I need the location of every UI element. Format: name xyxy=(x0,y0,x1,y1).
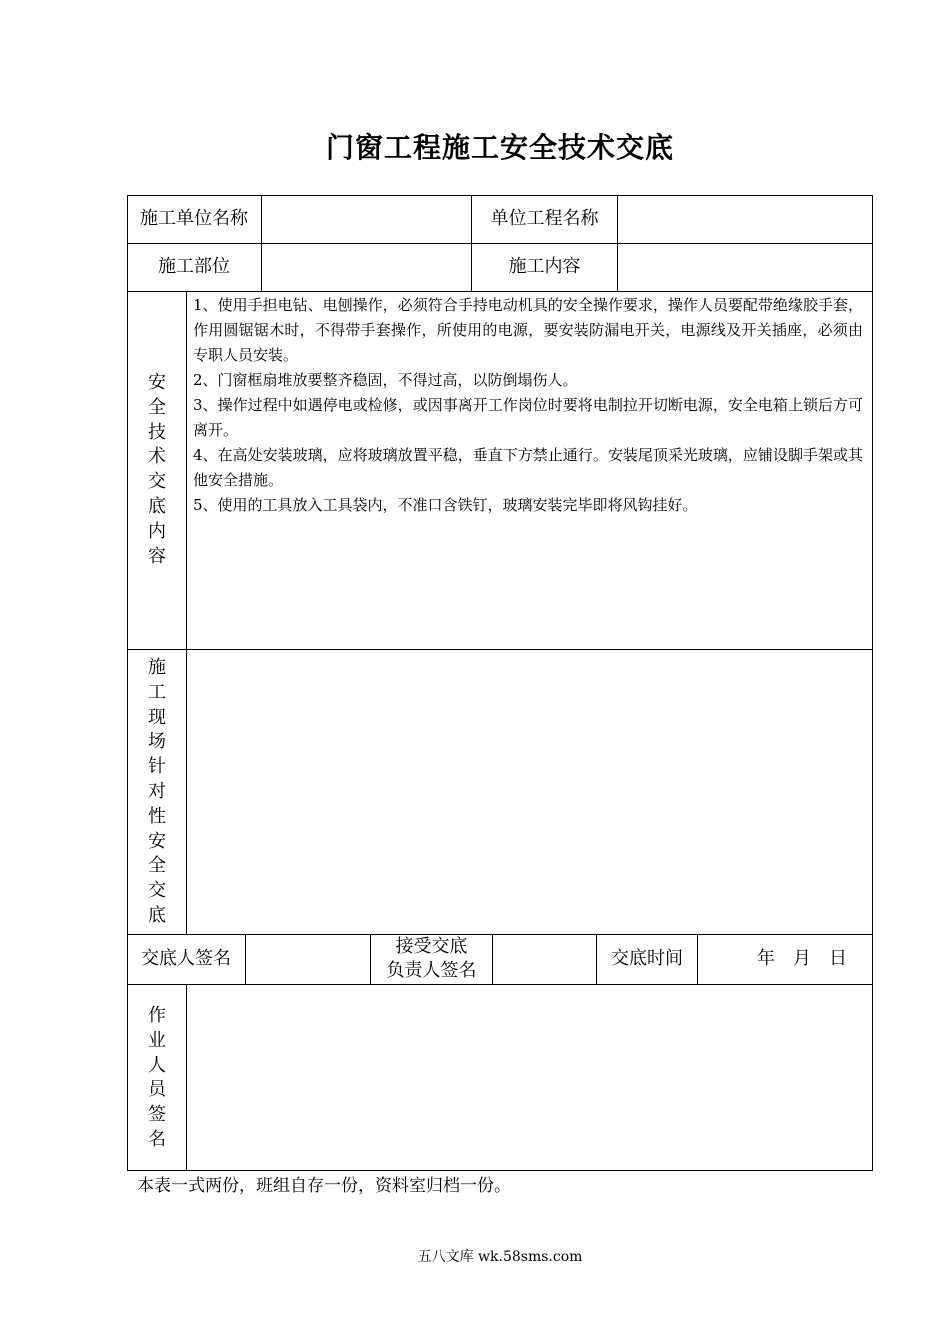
safety-item: 4、在高处安装玻璃，应将玻璃放置平稳，垂直下方禁止通行。安装尾顶采光玻璃，应铺设脚手架或其他安全措施。 xyxy=(193,446,863,489)
receiver-label-line: 负责人签名 xyxy=(386,960,477,981)
discloser-signature-field[interactable] xyxy=(246,934,370,984)
receiver-signature-label xyxy=(371,934,492,984)
disclosure-time-label: 交底时间 xyxy=(611,948,683,969)
safety-item: 2、门窗框扇堆放要整齐稳固，不得过高，以防倒塌伤人。 xyxy=(193,371,578,389)
workers-section-label: 作业人员签名 xyxy=(148,1005,166,1150)
safety-item: 5、使用的工具放入工具袋内，不准口含铁钉，玻璃安装完毕即将风钩挂好。 xyxy=(193,496,698,514)
safety-item: 1、使用手担电钻、电刨操作，必须符合手持电动机具的安全操作要求，操作人员要配带绝缘胶手套，作用圆锯锯木时，不得带手套操作，所使用的电源，要安装防漏电开关，电源线及开关插座，必须由专职人员安装。 xyxy=(193,296,863,364)
column-divider xyxy=(186,291,187,649)
receiver-label-line: 接受交底 xyxy=(395,936,468,957)
work-content-label: 施工内容 xyxy=(508,256,581,277)
location-label: 施工部位 xyxy=(158,256,230,277)
site-section-label: 施工现场针对性安全交底 xyxy=(148,657,166,926)
discloser-signature-label: 交底人签名 xyxy=(141,948,231,969)
row-divider xyxy=(127,291,873,292)
unit-name-field[interactable] xyxy=(262,195,471,243)
safety-item: 3、操作过程中如遇停电或检修，或因事离开工作岗位时要将电制拉开切断电源，安全电箱上锁后方可离开。 xyxy=(193,396,863,439)
page-footer: 五八文库 wk.58sms.com xyxy=(417,1249,583,1265)
safety-content xyxy=(193,293,863,518)
project-name-field[interactable] xyxy=(618,195,873,243)
disclosure-date-field[interactable]: 年 月 日 xyxy=(757,948,847,969)
safety-section-label: 安全技术交底内容 xyxy=(148,372,166,567)
receiver-signature-field[interactable] xyxy=(493,934,596,984)
page-title: 门窗工程施工安全技术交底 xyxy=(325,131,674,164)
form-note: 本表一式两份，班组自存一份，资料室归档一份。 xyxy=(137,1176,511,1196)
site-section-field[interactable] xyxy=(187,650,873,934)
workers-signature-field[interactable] xyxy=(187,985,873,1171)
unit-name-label: 施工单位名称 xyxy=(140,208,248,229)
location-field[interactable] xyxy=(262,243,471,291)
project-name-label: 单位工程名称 xyxy=(490,208,599,229)
work-content-field[interactable] xyxy=(618,243,873,291)
